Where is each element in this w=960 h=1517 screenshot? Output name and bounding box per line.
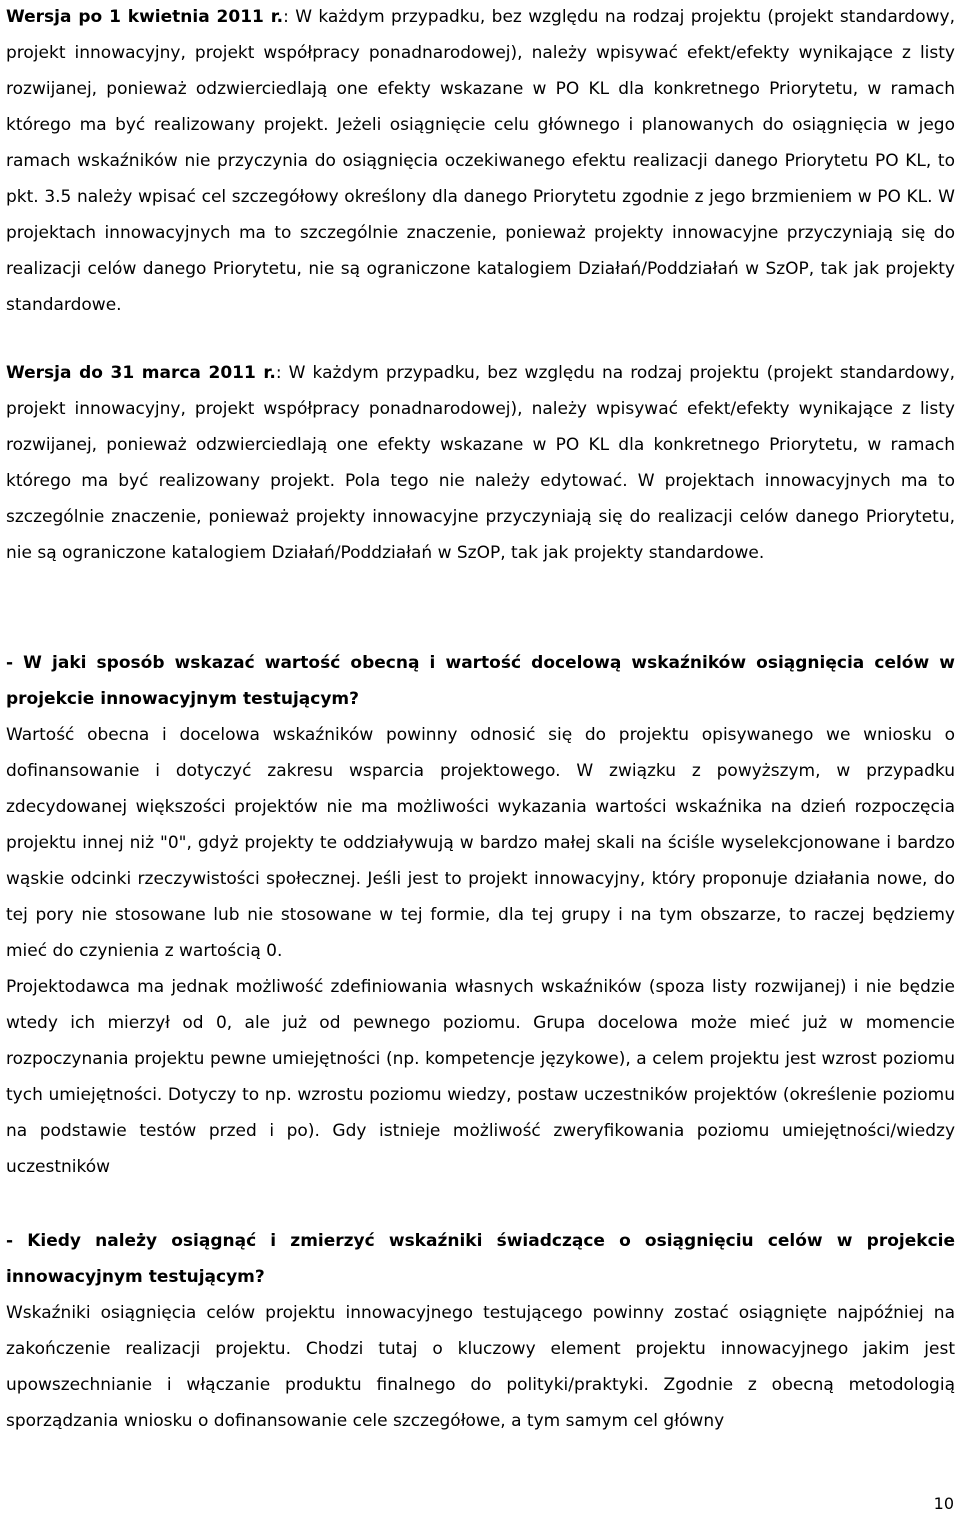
paragraph-text: : W każdym przypadku, bez względu na rodzaj projektu (projekt standardowy, projekt innowacyjny, projekt współpracy ponadnarodowej), należy wpisywać efekt/efekty wynikające z listy rozwijanej, ponieważ odzwierciedlają one efekty wskazane w PO KL dla konkretnego Priorytetu, w ramach którego ma być realizowany projekt. Jeżeli osiągnięcie celu głównego i planowanych do osiągnięcia w jego ramach wskaźników nie przyczynia do osiągnięcia oczekiwanego efektu realizacji danego Priorytetu PO KL, to pkt. 3.5 należy wpisać cel szczegółowy określony dla danego Priorytetu zgodnie z jego brzmieniem w PO KL. W projektach innowacyjnych ma to szczególnie znaczenie, ponieważ projekty innowacyjne przyczyniają się do realizacji celów danego Priorytetu, nie są ograniczone katalogiem Działań/Poddziałań w SzOP, tak jak projekty standardowe. <box>6 7 955 315</box>
version-heading: Wersja po 1 kwietnia 2011 r. <box>6 7 284 27</box>
paragraph-text: : W każdym przypadku, bez względu na rodzaj projektu (projekt standardowy, projekt innowacyjny, projekt współpracy ponadnarodowej), należy wpisywać efekt/efekty wynikające z listy rozwijanej, ponieważ odzwierciedlają one efekty wskazane w PO KL dla konkretnego Priorytetu, w ramach którego ma być realizowany projekt. Pola tego nie należy edytować. W projektach innowacyjnych ma to szczególnie znaczenie, ponieważ projekty innowacyjne przyczyniają się do realizacji celów danego Priorytetu, nie są ograniczone katalogiem Działań/Poddziałań w SzOP, tak jak projekty standardowe. <box>6 363 955 563</box>
question-heading-indicator-timing: - Kiedy należy osiągnąć i zmierzyć wskaźniki świadczące o osiągnięciu celów w projekcie innowacyjnym testującym? <box>6 1231 955 1287</box>
paragraph-version-after-april <box>6 0 955 359</box>
question-heading-indicator-values: - W jaki sposób wskazać wartość obecną i wartość docelową wskaźników osiągnięcia celów w projekcie innowacyjnym testującym? <box>6 653 955 709</box>
answer-paragraph-indicator-values: Wartość obecna i docelowa wskaźników powinny odnosić się do projektu opisywanego we wniosku o dofinansowanie i dotyczyć zakresu wsparcia projektowego. W związku z powyższym, w przypadku zdecydowanej większości projektów nie ma możliwości wykazania wartości wskaźnika na dzień rozpoczęcia projektu innej niż "0", gdyż projekty te oddziaływują w bardzo małej skali na ściśle wyselekcjonowane i bardzo wąskie odcinki rzeczywistości społecznej. Jeśli jest to projekt innowacyjny, który proponuje działania nowe, do tej pory nie stosowane lub nie stosowane w tej formie, dla tej grupy i na tym obszarze, to raczej będziemy mieć do czynienia z wartością 0. <box>6 725 955 961</box>
answer-paragraph-indicator-timing: Wskaźniki osiągnięcia celów projektu innowacyjnego testującego powinny zostać osiągnięte najpóźniej na zakończenie realizacji projektu. Chodzi tutaj o kluczowy element projektu innowacyjnego jakim jest upowszechnianie i włączanie produktu finalnego do polityki/praktyki. Zgodnie z obecną metodologią sporządzania wniosku o dofinansowanie cele szczegółowe, a tym samym cel główny <box>6 1303 955 1431</box>
version-heading: Wersja do 31 marca 2011 r. <box>6 363 276 383</box>
page-number: 10 <box>933 1494 954 1513</box>
answer-paragraph-own-indicators: Projektodawca ma jednak możliwość zdefiniowania własnych wskaźników (spoza listy rozwijanej) i nie będzie wtedy ich mierzył od 0, ale już od pewnego poziomu. Grupa docelowa może mieć już w momencie rozpoczynania projektu pewne umiejętności (np. kompetencje językowe), a celem projektu jest wzrost poziomu tych umiejętności. Dotyczy to np. wzrostu poziomu wiedzy, postaw uczestników projektów (określenie poziomu na podstawie testów przed i po). Gdy istnieje możliwość zweryfikowania poziomu umiejętności/wiedzy uczestników <box>6 977 955 1177</box>
paragraph-version-before-april <box>6 355 955 607</box>
